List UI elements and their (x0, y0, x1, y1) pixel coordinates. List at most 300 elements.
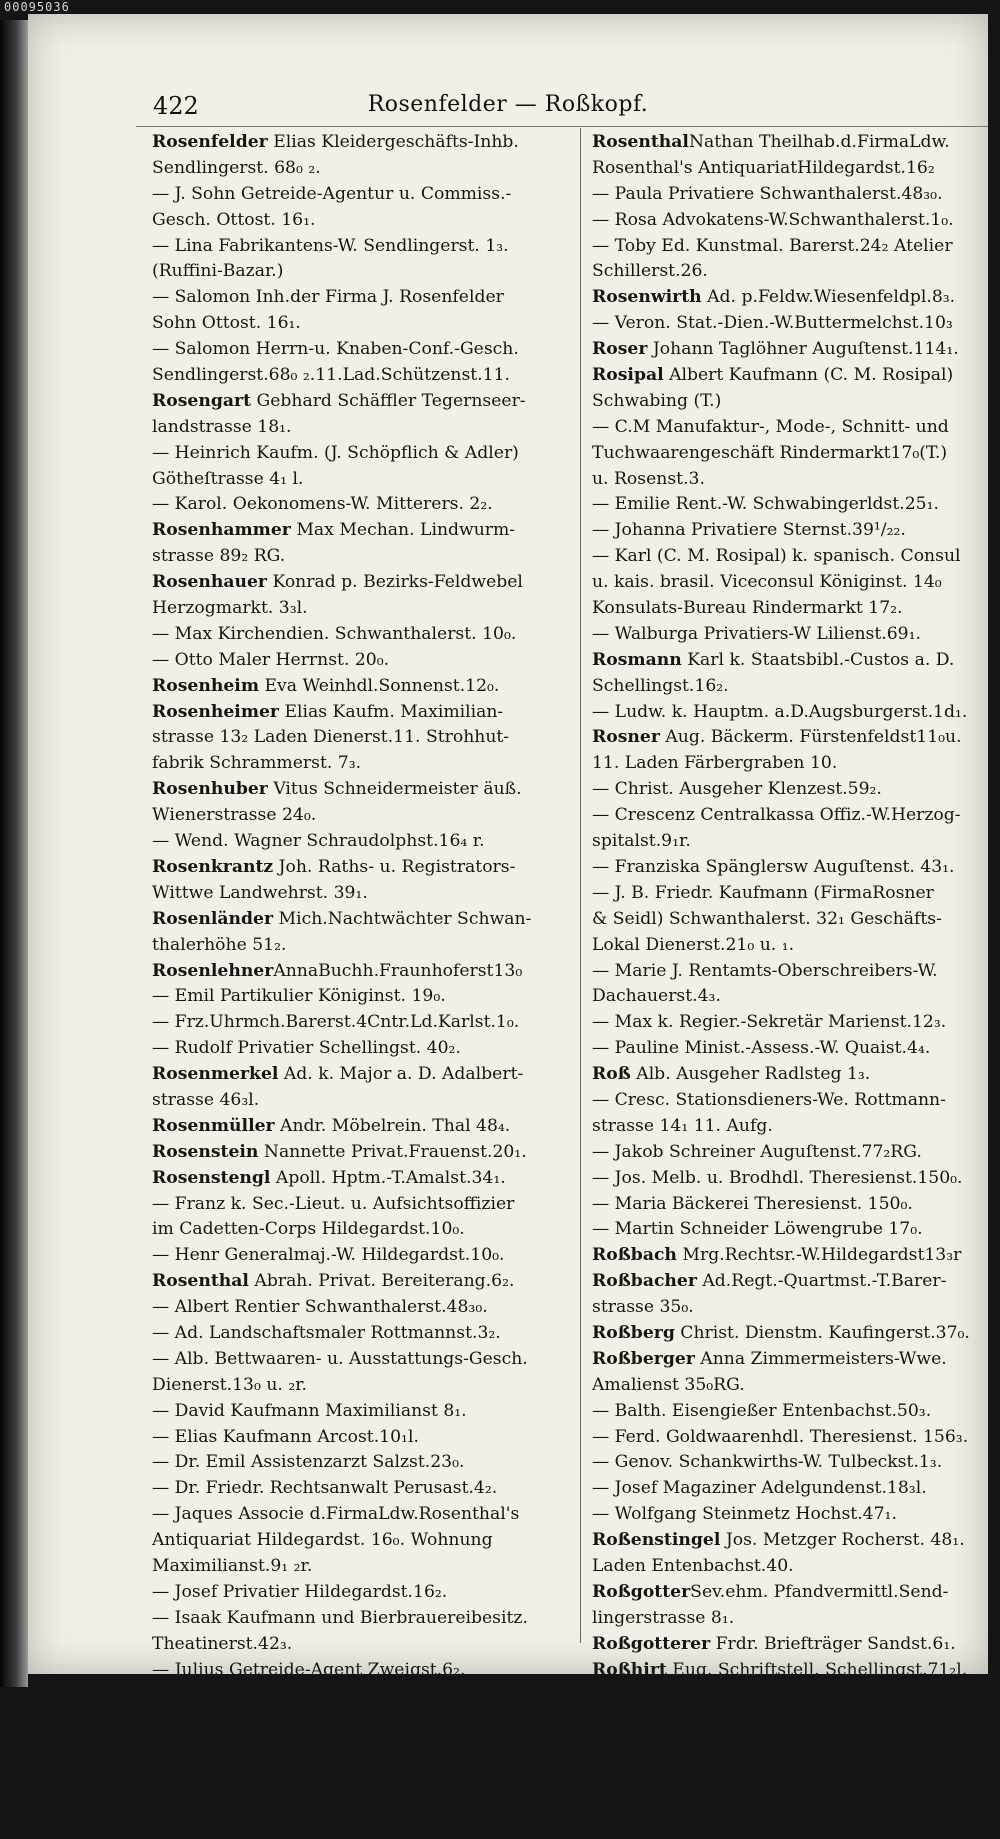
entry-text: Maximilianst.9₁ ₂r. (152, 1555, 313, 1576)
entry-text: strasse 13₂ Laden Dienerst.11. Strohhut- (152, 727, 510, 748)
directory-entry-line (592, 829, 982, 855)
directory-entry-line (592, 1036, 982, 1062)
entry-text: — Leop.Kaufmann(Firma Leonh. Mändle) (152, 1685, 514, 1706)
directory-entry-line (592, 1632, 982, 1658)
entry-text: — Maria Bäckerei Theresienst. 150₀. (592, 1193, 913, 1214)
entry-text: 11. Laden Färbergraben 10. (592, 753, 838, 774)
directory-entry-line (592, 518, 982, 544)
entry-text: Dachauerst.4₃. (592, 986, 721, 1007)
entry-text: — Albert Rentier Schwanthalerst.48₃₀. (152, 1297, 488, 1318)
entry-surname: Rosenhuber (152, 779, 268, 800)
entry-text: Gebhard Schäffler Tegernseer- (251, 390, 526, 411)
directory-entry-line (592, 1295, 982, 1321)
entry-text: literar.-artist. Ausstellg. Geschäfts-Lok. (152, 1789, 494, 1809)
entry-text: Theatinerst.42₃. (152, 1633, 293, 1654)
entry-text: — Dr. Friedr. Rechtsanwalt Perusast.4₂. (152, 1478, 498, 1499)
directory-entry-line (592, 648, 982, 674)
entry-text: Sev.ehm. Pfandvermittl.Send- (690, 1581, 949, 1602)
directory-entry-line (152, 907, 576, 933)
directory-entry-line (152, 467, 576, 493)
entry-text: Götheſtrasse 4₁ l. (152, 468, 304, 489)
entry-text: (Ruffini-Bazar.) (152, 261, 284, 282)
entry-text: Sohn Ottost. 16₁. (152, 313, 301, 334)
entry-text: — Toby Ed. Kunstmal. Barerst.24₂ Atelier (592, 235, 953, 256)
directory-entry-line (592, 700, 982, 726)
entry-surname: Rosenwirth (592, 287, 702, 308)
header-rule (136, 126, 988, 127)
entry-surname: Rosenfelder (152, 132, 268, 152)
directory-entry-line (152, 777, 576, 803)
entry-text: — C.M Manufaktur-, Mode-, Schnitt- und (592, 416, 949, 437)
page-number: 422 (153, 92, 199, 120)
entry-text: Joh. Raths- u. Registrators- (273, 856, 516, 877)
directory-entry-line (152, 1243, 576, 1269)
directory-entry-line (592, 1580, 982, 1606)
entry-text: — Walburga Privatiers-W Lilienst.69₁. (592, 623, 921, 644)
directory-entry-line (592, 1192, 982, 1218)
entry-text: — Paula Privatiere Schwanthalerst.48₃₀. (592, 183, 943, 204)
directory-entry-line (152, 544, 576, 570)
entry-text: Max Mechan. Lindwurm- (290, 520, 516, 541)
directory-entry-line (592, 544, 982, 570)
entry-text: strasse 35₀. (592, 1297, 694, 1318)
entry-text: Frdr. Briefträger Sandst.6₁. (710, 1633, 956, 1654)
entry-text: — Karol. Oekonomens-W. Mitterers. 2₂. (152, 494, 493, 515)
entry-text: Andr. Möbelrein. Thal 48₄. (274, 1115, 511, 1136)
directory-entry-line (592, 907, 982, 933)
directory-entry-line (592, 725, 982, 751)
entry-text: Hnr. Schuhm.Corneliust.20₀RG. (673, 1763, 950, 1784)
entry-text: — Marie J. Rentamts-Oberschreibers-W. (592, 960, 938, 981)
entry-text: — Johanna Privatiere Sternst.39¹/₂₂. (592, 520, 906, 541)
directory-entry-line (152, 648, 576, 674)
directory-entry-line (592, 881, 982, 907)
directory-entry-line (592, 1321, 982, 1347)
entry-text: — Johann Gärtnergehilfe Auguſtenst.80₄r. (592, 1685, 957, 1706)
directory-entry-line (152, 751, 576, 777)
entry-surname: Rossi (592, 1711, 644, 1732)
directory-entry-line (152, 984, 576, 1010)
entry-text: — Martin Schneider Löwengrube 17₀. (592, 1219, 923, 1240)
directory-entry-line (152, 1658, 576, 1684)
entry-text: — Rosa Advokatens-W.Schwanthalerst.1₀. (592, 209, 954, 230)
directory-entry-line (592, 1217, 982, 1243)
entry-text: Schwabing (T.) (592, 390, 722, 411)
entry-text: Wienerstrasse 24₀. (152, 805, 317, 826)
entry-text: — Otto Maler Herrnst. 20₀. (152, 649, 390, 670)
right-column (592, 130, 982, 1839)
document-page (28, 14, 988, 1835)
directory-entry-line (152, 1321, 576, 1347)
directory-entry-line (592, 622, 982, 648)
entry-text: Rosenthal's AntiquariatHildegardst.16₂ (592, 157, 935, 178)
directory-entry-line (592, 1502, 982, 1528)
entry-text: lingerstrasse 8₁. (592, 1607, 735, 1628)
entry-surname: Roß (592, 1064, 631, 1085)
directory-entry-line (152, 389, 576, 415)
directory-entry-line (592, 1166, 982, 1192)
directory-entry-line (152, 1269, 576, 1295)
entry-text: strasse 89₂ RG. (152, 546, 286, 567)
directory-entry-line (592, 1425, 982, 1451)
directory-entry-line (592, 1399, 982, 1425)
entry-text: — Pauline Minist.-Assess.-W. Quaist.4₄. (592, 1038, 931, 1059)
directory-entry-line (152, 700, 576, 726)
directory-entry-line (592, 1062, 982, 1088)
directory-entry-line (592, 259, 982, 285)
entry-text: — Rudolf Privatier Schellingst. 40₂. (152, 1038, 461, 1059)
directory-entry-line (152, 1217, 576, 1243)
directory-entry-line (152, 518, 576, 544)
entry-text: — Joh. B. Ingen.-Assistent Heßst.48₀. (592, 1814, 916, 1835)
directory-entry-line (592, 467, 982, 493)
entry-text: — Cresc. Stationsdieners-We. Rottmann- (592, 1089, 946, 1110)
directory-entry-line (152, 441, 576, 467)
directory-entry-line (152, 1761, 576, 1787)
entry-surname: Rosenmüller (152, 1115, 275, 1136)
entry-text: — Ferd. Goldwaarenhdl. Theresienst. 156₃. (592, 1426, 969, 1447)
entry-text: — Christ. Ausgeher Klenzest.59₂. (592, 779, 882, 800)
directory-entry-line (152, 285, 576, 311)
entry-text: Nannette Privat.Frauenst.20₁. (258, 1141, 527, 1162)
entry-surname: Rosenmerkel (152, 1064, 279, 1085)
directory-entry-line (152, 1632, 576, 1658)
directory-entry-line (592, 1010, 982, 1036)
entry-surname: Roßhirt (592, 1659, 667, 1680)
running-head: Rosenfelder — Roßkopf. (367, 92, 649, 117)
entry-text: — Ludw Rosenthal's Antiquariat perman. (152, 1763, 512, 1784)
directory-entry-line (152, 596, 576, 622)
entry-text: — Veron. Stat.-Dien.-W.Buttermelchst.10₃ (592, 313, 953, 334)
entry-text: u. Rosenst.3. (592, 468, 705, 489)
entry-text: — Frz.Uhrmch.Barerst.4Cntr.Ld.Karlst.1₀. (152, 1012, 520, 1033)
entry-text: im Cadetten-Corps Hildegardst.10₀. (152, 1219, 465, 1240)
directory-entry-line (592, 1373, 982, 1399)
entry-text: — J. B. Friedr. Kaufmann (FirmaRosner (592, 882, 934, 903)
entry-text: Apoll. Hptm.-T.Amalst.34₁. (270, 1167, 506, 1188)
entry-text: Konrad p. Bezirks-Feldwebel (266, 572, 523, 593)
entry-surname: Rosenhauer (152, 572, 267, 593)
entry-text: Abrah. Privat. Bereiterang.6₂. (248, 1271, 515, 1292)
book-binding-edge (0, 20, 28, 1687)
directory-entry-line (152, 829, 576, 855)
entry-text: Eva Weinhdl.Sonnenst.12₀. (259, 675, 500, 696)
directory-entry-line (592, 803, 982, 829)
directory-entry-line (152, 1373, 576, 1399)
entry-text: — Ludw. beeid.Büchertarator Thierschst.4₁. (152, 1737, 535, 1758)
entry-surname: Roßenstingel (592, 1530, 721, 1551)
entry-surname: Roser (592, 339, 648, 360)
directory-entry-line (152, 337, 576, 363)
entry-surname: Roßkopf (592, 1763, 674, 1784)
entry-text: Dienerst.13₀ u. ₂r. (152, 1374, 307, 1395)
directory-entry-line (152, 855, 576, 881)
directory-entry-line (592, 1683, 982, 1709)
entry-text: Antiquariat Hildegardst. 16₀. Wohnung (152, 1530, 493, 1551)
directory-entry-line (152, 415, 576, 441)
entry-text: Christ. Dienstm. Kaufingerst.37₀. (674, 1322, 970, 1343)
entry-text: — Josef Privatier Hildegardst.16₂. (152, 1581, 448, 1602)
directory-entry-line (592, 492, 982, 518)
entry-surname: Rosmann (592, 649, 682, 670)
entry-text: — Dr. Emil Assistenzarzt Salzst.23₀. (152, 1452, 465, 1473)
entry-surname: Rosenstein (152, 1141, 259, 1162)
entry-text: — Ad. Landschaftsmaler Rottmannst.3₂. (152, 1322, 501, 1343)
entry-surname: Rosenländer (152, 908, 274, 929)
entry-text: — Salomon Inh.der Firma J. Rosenfelder (152, 287, 504, 308)
directory-entry-line (152, 1683, 576, 1709)
entry-text: — Heinrich Kaufm. (J. Schöpflich & Adler) (152, 442, 519, 463)
directory-entry-line (152, 570, 576, 596)
directory-entry-line (152, 1399, 576, 1425)
entry-text: — Isaak Kaufmann und Bierbrauereibesitz. (152, 1607, 528, 1628)
entry-text: Amalienst 35₀RG. (592, 1374, 745, 1395)
directory-entry-line (152, 725, 576, 751)
entry-text: — Elias Kaufmann Arcost.10₁l. (152, 1426, 419, 1447)
directory-entry-line (152, 1192, 576, 1218)
entry-text: — Jaques Associe d.FirmaLdw.Rosenthal's (152, 1504, 520, 1525)
entry-text: Albert Kaufmann (C. M. Rosipal) (663, 365, 954, 386)
entry-surname: Roßgotterer (592, 1633, 711, 1654)
entry-text: Nathan Theilhab.d.FirmaLdw. (688, 132, 950, 152)
entry-text: fabrik Schrammerst. 7₃. (152, 753, 362, 774)
directory-entry-line (592, 389, 982, 415)
entry-text: Karl k. Staatsbibl.-Custos a. D. (681, 649, 955, 670)
left-column (152, 130, 576, 1839)
entry-text: Alb. Ausgeher Radlsteg 1₃. (630, 1064, 871, 1085)
entry-text: Tuchwaarengeschäft Rindermarkt17₀(T.) (592, 442, 948, 463)
entry-surname: Rosenkrantz (152, 856, 274, 877)
entry-text: Ad. p.Feldw.Wiesenfeldpl.8₃. (701, 287, 956, 308)
entry-text: Elias Kleidergeschäfts-Inhb. (267, 132, 519, 152)
entry-text: — Genov. Schankwirths-W. Tulbeckst.1₃. (592, 1452, 943, 1473)
entry-text: landstrasse 18₁. (152, 416, 292, 437)
entry-text: strasse 14₁ 11. Aufg. (592, 1115, 773, 1136)
entry-text: Elias Kaufm. Maximilian- (279, 701, 504, 722)
entry-surname: Rosenstengl (152, 1167, 271, 1188)
directory-entry-line (152, 1036, 576, 1062)
entry-text: Eug. Schriftstell. Schellingst.71₂l. (666, 1659, 968, 1680)
directory-entry-line (152, 1502, 576, 1528)
directory-entry-line (152, 1580, 576, 1606)
entry-text: Sendlingerst. 68₀ ₂. (152, 157, 321, 178)
entry-surname: Rosner (592, 727, 660, 748)
directory-entry-line (592, 1554, 982, 1580)
entry-text: — Alb. Bettwaaren- u. Ausstattungs-Gesch. (152, 1348, 528, 1369)
directory-entry-line (592, 1450, 982, 1476)
directory-entry-line (592, 1528, 982, 1554)
entry-text: thalerhöhe 51₂. (152, 934, 287, 955)
directory-entry-line (592, 156, 982, 182)
directory-entry-line (592, 959, 982, 985)
entry-text: & Seidl) Schwanthalerst. 32₁ Geschäfts- (592, 908, 942, 929)
entry-surname: Rosenhammer (152, 520, 291, 541)
directory-entry-line (592, 1787, 982, 1813)
entry-text: spitalst.9₁r. (592, 831, 691, 852)
entry-text: Sendlingerst.68₀ ₂.11.Lad.Schützenst.11. (152, 365, 510, 386)
directory-entry-line (592, 1658, 982, 1684)
entry-surname: Rosenheim (152, 675, 260, 696)
entry-text: Gesch. Ottost. 16₁. (152, 209, 316, 230)
entry-text: — Wend. Wagner Schraudolphst.16₄ r. (152, 831, 485, 852)
directory-entry-line (592, 1140, 982, 1166)
entry-text: u. kais. brasil. Viceconsul Königinst. 14₀ (592, 572, 942, 593)
entry-text: Mrg.Rechtsr.-W.Hildegardst13₃r (676, 1245, 962, 1266)
entry-text: — David Kaufmann Maximilianst 8₁. (152, 1400, 467, 1421)
entry-text: Aug. Bäckerm. Fürstenfeldst11₀u. (659, 727, 962, 748)
directory-entry-line (592, 234, 982, 260)
directory-entry-line (592, 1735, 982, 1761)
directory-entry-line (152, 1606, 576, 1632)
directory-entry-line (592, 570, 982, 596)
entry-surname: Rosenthal (592, 132, 689, 152)
entry-surname: Rosengart (152, 390, 252, 411)
directory-entry-line (592, 777, 982, 803)
entry-text: — Natale Geschäftsführ.Findlgst 20₀QuB. (592, 1737, 954, 1758)
entry-text: Konsulats-Bureau Rindermarkt 17₂. (592, 598, 903, 619)
entry-text: — Salomon Herrn-u. Knaben-Conf.-Gesch. (152, 339, 519, 360)
entry-text: P. Gregor Karlst.34. (643, 1711, 821, 1732)
entry-surname: Rosenthal (152, 1271, 249, 1292)
directory-entry-line (592, 596, 982, 622)
entry-text: — Emilie Rent.-W. Schwabingerldst.25₁. (592, 494, 939, 515)
directory-entry-line (152, 1114, 576, 1140)
directory-entry-line (152, 492, 576, 518)
directory-entry-line (152, 674, 576, 700)
directory-entry-line (152, 130, 576, 156)
entry-text: AnnaBuchh.Fraunhoferst13₀ (273, 960, 523, 981)
entry-text: — Josef Magaziner Adelgundenst.18₃l. (592, 1478, 927, 1499)
directory-entry-line (152, 156, 576, 182)
entry-text: Schillerst.26. (592, 261, 708, 282)
entry-text: — Henr Generalmaj.-W. Hildegardst.10₀. (152, 1245, 505, 1266)
entry-text: Kaufingerst.26₁. (152, 1711, 294, 1732)
entry-text: — Max Kirchendien. Schwanthalerst. 10₀. (152, 623, 517, 644)
entry-surname: Rosenlehner (152, 960, 274, 981)
directory-entry-line (592, 1088, 982, 1114)
entry-text: Hildegardst.16. (152, 1814, 289, 1835)
directory-entry-line (592, 984, 982, 1010)
directory-entry-line (152, 1140, 576, 1166)
directory-entry-line (152, 1010, 576, 1036)
entry-text: Ad.Regt.-Quartmst.-T.Barer- (696, 1271, 947, 1292)
entry-surname: Rosenheimer (152, 701, 279, 722)
directory-entry-line (152, 1425, 576, 1451)
entry-text: — Joh. Münzarbeiter Thierschst.9₂RG. (592, 1789, 926, 1809)
directory-entry-line (592, 1813, 982, 1839)
directory-entry-line (152, 1709, 576, 1735)
directory-entry-line (592, 311, 982, 337)
entry-surname: Roßbacher (592, 1271, 697, 1292)
entry-text: — Lina Fabrikantens-W. Sendlingerst. 1₃. (152, 235, 509, 256)
entry-surname: Rosipal (592, 365, 664, 386)
directory-entry-line (592, 1761, 982, 1787)
entry-text: — Franziska Spänglersw Auguſtenst. 43₁. (592, 856, 955, 877)
directory-entry-line (592, 1347, 982, 1373)
entry-text: — Wolfgang Steinmetz Hochst.47₁. (592, 1504, 897, 1525)
directory-entry-line (152, 1450, 576, 1476)
directory-entry-line (152, 1476, 576, 1502)
directory-entry-line (152, 182, 576, 208)
directory-entry-line (152, 881, 576, 907)
directory-entry-line (592, 933, 982, 959)
entry-text: — Balth. Eisengießer Entenbachst.50₃. (592, 1400, 932, 1421)
directory-entry-line (592, 1269, 982, 1295)
directory-entry-line (152, 363, 576, 389)
directory-entry-line (592, 1476, 982, 1502)
directory-entry-line (592, 1243, 982, 1269)
entry-text: Jos. Metzger Rocherst. 48₁. (720, 1530, 965, 1551)
directory-entry-line (592, 285, 982, 311)
entry-text: Schellingst.16₂. (592, 675, 729, 696)
directory-entry-line (152, 1088, 576, 1114)
directory-entry-line (152, 1787, 576, 1813)
directory-entry-line (152, 933, 576, 959)
entry-text: — Jakob Schreiner Auguſtenst.77₂RG. (592, 1141, 922, 1162)
directory-entry-line (592, 182, 982, 208)
entry-text: Wittwe Landwehrst. 39₁. (152, 882, 368, 903)
entry-text: — Ludw. k. Hauptm. a.D.Augsburgerst.1d₁. (592, 701, 968, 722)
directory-entry-line (152, 1813, 576, 1839)
entry-surname: Roßgotter (592, 1581, 691, 1602)
entry-text: Johann Taglöhner Auguſtenst.114₁. (647, 339, 959, 360)
directory-entry-line (592, 441, 982, 467)
directory-entry-line (592, 674, 982, 700)
directory-entry-line (592, 208, 982, 234)
directory-entry-line (592, 130, 982, 156)
directory-entry-line (592, 363, 982, 389)
entry-text: Ad. k. Major a. D. Adalbert- (278, 1064, 524, 1085)
column-divider (580, 128, 581, 1643)
scan-id-label: 00095036 (4, 0, 70, 14)
directory-entry-line (152, 259, 576, 285)
entry-text: Vitus Schneidermeister äuß. (267, 779, 522, 800)
directory-entry-line (592, 855, 982, 881)
directory-entry-line (152, 1347, 576, 1373)
directory-entry-line (152, 622, 576, 648)
entry-text: — J. Sohn Getreide-Agentur u. Commiss.- (152, 183, 512, 204)
directory-entry-line (152, 311, 576, 337)
directory-entry-line (152, 208, 576, 234)
directory-entry-line (152, 1554, 576, 1580)
entry-text: Herzogmarkt. 3₃l. (152, 598, 308, 619)
entry-text: — Julius Getreide-Agent Zweigst.6₂. (152, 1659, 466, 1680)
entry-text: — Emil Partikulier Königinst. 19₀. (152, 986, 446, 1007)
entry-surname: Roßberg (592, 1322, 675, 1343)
directory-entry-line (152, 1295, 576, 1321)
directory-entry-line (152, 959, 576, 985)
directory-entry-line (592, 337, 982, 363)
entry-text: — Max k. Regier.-Sekretär Marienst.12₃. (592, 1012, 947, 1033)
directory-entry-line (592, 415, 982, 441)
directory-entry-line (152, 803, 576, 829)
directory-entry-line (592, 1114, 982, 1140)
directory-entry-line (592, 751, 982, 777)
directory-entry-line (152, 234, 576, 260)
entry-text: Mich.Nachtwächter Schwan- (273, 908, 532, 929)
directory-entry-line (152, 1166, 576, 1192)
entry-text: Lokal Dienerst.21₀ u. ₁. (592, 934, 795, 955)
directory-entry-line (152, 1528, 576, 1554)
directory-entry-line (152, 1062, 576, 1088)
entry-text: strasse 46₃l. (152, 1089, 260, 1110)
entry-surname: Roßbach (592, 1245, 677, 1266)
entry-text: — Jos. Melb. u. Brodhdl. Theresienst.150₀. (592, 1167, 963, 1188)
directory-entry-line (592, 1709, 982, 1735)
entry-text: — Karl (C. M. Rosipal) k. spanisch. Consul (592, 546, 961, 567)
entry-text: Laden Entenbachst.40. (592, 1555, 794, 1576)
entry-text: Anna Zimmermeisters-Wwe. (694, 1348, 947, 1369)
